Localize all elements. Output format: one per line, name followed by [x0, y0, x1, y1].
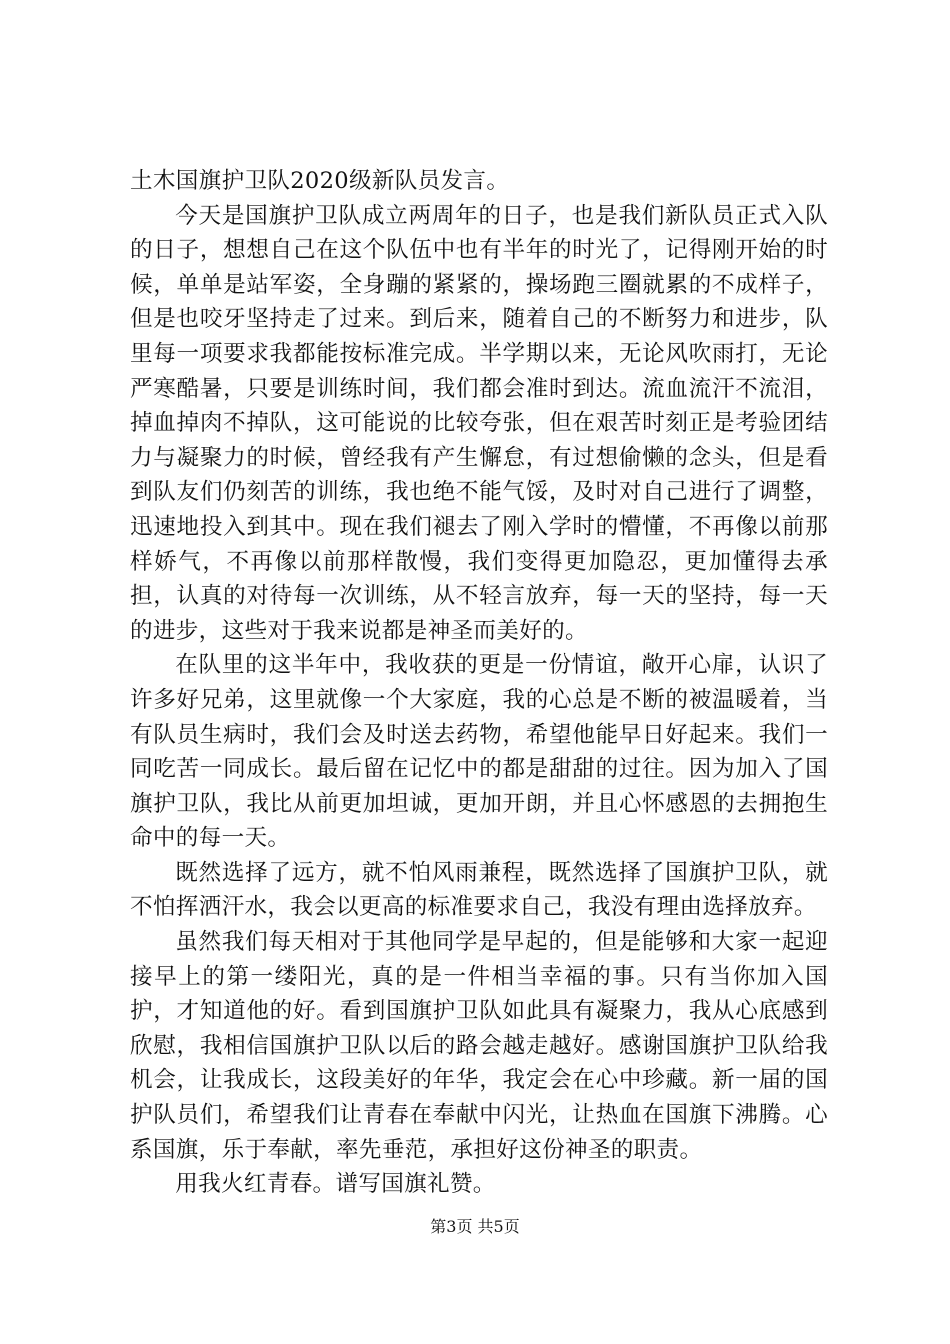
paragraph-3: 既然选择了远方，就不怕风雨兼程，既然选择了国旗护卫队，就不怕挥洒汗水，我会以更高的标准要求自己，我没有理由选择放弃。 [130, 859, 828, 921]
page-number-footer: 第3页 共5页 [430, 1217, 520, 1236]
paragraph-4: 虽然我们每天相对于其他同学是早起的，但是能够和大家一起迎接早上的第一缕阳光，真的是一件相当幸福的事。只有当你加入国护，才知道他的好。看到国旗护卫队如此具有凝聚力，我从心底感到欣慰，我相信国旗护卫队以后的路会越走越好。感谢国旗护卫队给我机会，让我成长，这段美好的年华，我定会在心中珍藏。新一届的国护队员们，希望我们让青春在奉献中闪光，让热血在国旗下沸腾。心系国旗，乐于奉献，率先垂范，承担好这份神圣的职责。 [130, 929, 828, 1163]
paragraph-2: 在队里的这半年中，我收获的更是一份情谊，敞开心扉，认识了许多好兄弟，这里就像一个大家庭，我的心总是不断的被温暖着，当有队员生病时，我们会及时送去药物，希望他能早日好起来。我们一同吃苦一同成长。最后留在记忆中的都是甜甜的过往。因为加入了国旗护卫队，我比从前更加坦诚，更加开朗，并且心怀感恩的去拥抱生命中的每一天。 [130, 652, 828, 852]
paragraph-5: 用我火红青春。谱写国旗礼赞。 [175, 1171, 496, 1198]
paragraph-1: 今天是国旗护卫队成立两周年的日子，也是我们新队员正式入队的日子，想想自己在这个队伍中也有半年的时光了，记得刚开始的时候，单单是站军姿，全身蹦的紧紧的，操场跑三圈就累的不成样子，但是也咬牙坚持走了过来。到后来，随着自己的不断努力和进步，队里每一项要求我都能按标准完成。半学期以来，无论风吹雨打，无论严寒酷暑，只要是训练时间，我们都会准时到达。流血流汗不流泪，掉血掉肉不掉队，这可能说的比较夸张，但在艰苦时刻正是考验团结力与凝聚力的时候，曾经我有产生懈怠，有过想偷懒的念头，但是看到队友们仍刻苦的训练，我也绝不能气馁，及时对自己进行了调整，迅速地投入到其中。现在我们褪去了刚入学时的懵懂，不再像以前那样娇气，不再像以前那样散慢，我们变得更加隐忍，更加懂得去承担，认真的对待每一次训练，从不轻言放弃，每一天的坚持，每一天的进步，这些对于我来说都是神圣而美好的。 [130, 202, 828, 644]
paragraph-title-line: 土木国旗护卫队2020级新队员发言。 [130, 168, 510, 194]
document-body [130, 164, 828, 1202]
